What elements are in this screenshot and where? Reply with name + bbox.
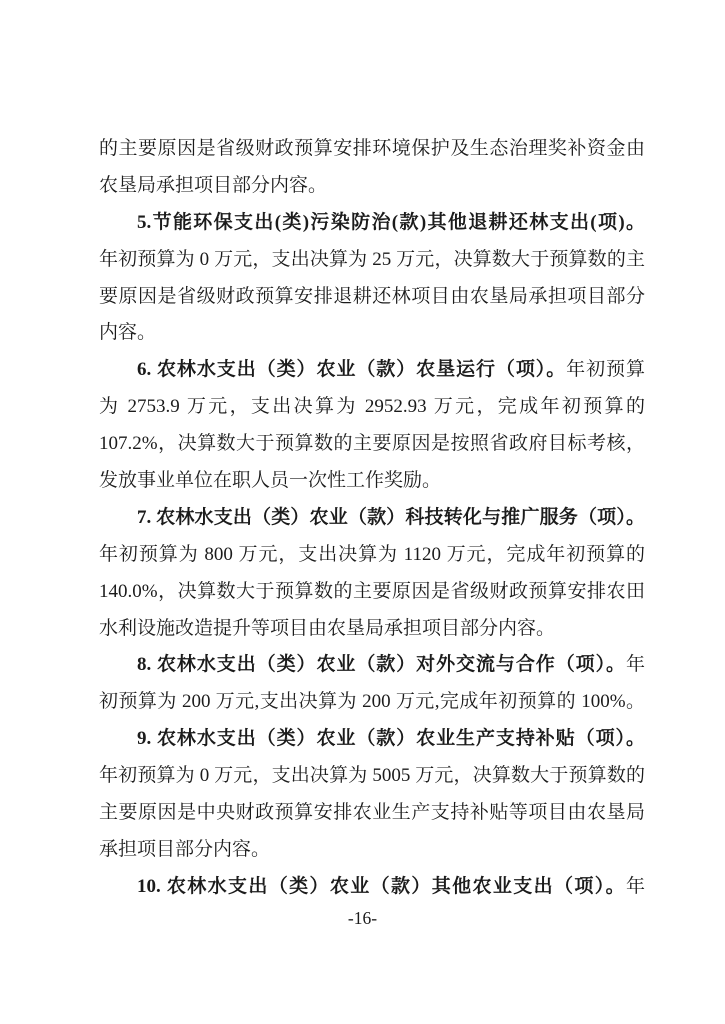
text-segment: 农垦局承担项目部分内容。 <box>99 174 328 196</box>
text-segment-bold: 7. 农林水支出（类）农业（款）科技转化与推广服务（项）。 <box>137 506 645 528</box>
text-segment-bold: 8. 农林水支出（类）农业（款）对外交流与合作（项）。 <box>137 654 626 676</box>
text-line <box>99 832 645 869</box>
text-segment: 107.2%，决算数大于预算数的主要原因是按照省政府目标考核， <box>99 433 645 455</box>
text-line <box>99 537 645 574</box>
text-segment: 要原因是省级财政预算安排退耕还林项目由农垦局承担项目部分 <box>99 285 645 307</box>
text-line <box>99 168 645 205</box>
text-line <box>99 684 645 721</box>
text-line <box>99 869 645 906</box>
text-segment: 年初预算为 0 万元，支出决算为 5005 万元，决算数大于预算数的 <box>99 765 645 787</box>
text-segment-bold: 6. 农林水支出（类）农业（款）农垦运行（项）。 <box>137 359 567 381</box>
text-segment: 年 <box>625 654 645 676</box>
text-line <box>99 758 645 795</box>
text-line <box>99 721 645 758</box>
text-line <box>99 242 645 279</box>
text-line <box>99 352 645 389</box>
text-segment-bold: 5.节能环保支出(类)污染防治(款)其他退耕还林支出(项)。 <box>137 211 645 233</box>
text-segment: 为 2753.9 万元，支出决算为 2952.93 万元，完成年初预算的 <box>99 396 645 418</box>
text-segment-bold: 9. 农林水支出（类）农业（款）农业生产支持补贴（项）。 <box>137 728 645 750</box>
text-segment: 年初预算为 0 万元，支出决算为 25 万元，决算数大于预算数的主 <box>99 248 645 270</box>
text-segment: 承担项目部分内容。 <box>99 838 271 860</box>
text-segment: 的主要原因是省级财政预算安排环境保护及生态治理奖补资金由 <box>99 138 645 159</box>
text-line <box>99 426 645 463</box>
text-segment: 水利设施改造提升等项目由农垦局承担项目部分内容。 <box>99 617 556 639</box>
text-segment: 年初预算 <box>566 359 645 381</box>
text-line <box>99 205 645 242</box>
text-segment: 主要原因是中央财政预算安排农业生产支持补贴等项目由农垦局 <box>99 802 645 824</box>
text-segment-bold: 10. 农林水支出（类）农业（款）其他农业支出（项）。 <box>137 875 626 897</box>
text-segment: 年 <box>625 875 645 897</box>
text-line <box>99 500 645 537</box>
page-number: -16- <box>347 908 378 928</box>
text-segment: 初预算为 200 万元,支出决算为 200 万元,完成年初预算的 100%。 <box>99 691 645 713</box>
text-line <box>99 574 645 611</box>
text-line <box>99 611 645 648</box>
text-line <box>99 463 645 500</box>
text-line <box>99 131 645 168</box>
text-line <box>99 389 645 426</box>
text-segment: 发放事业单位在职人员一次性工作奖励。 <box>99 470 442 492</box>
text-line <box>99 315 645 352</box>
page-body <box>99 131 645 906</box>
text-segment: 140.0%，决算数大于预算数的主要原因是省级财政预算安排农田 <box>99 580 645 602</box>
text-line <box>99 279 645 316</box>
text-line <box>99 795 645 832</box>
text-line <box>99 647 645 684</box>
text-segment: 年初预算为 800 万元，支出决算为 1120 万元，完成年初预算的 <box>99 543 645 565</box>
text-segment: 内容。 <box>99 322 157 344</box>
